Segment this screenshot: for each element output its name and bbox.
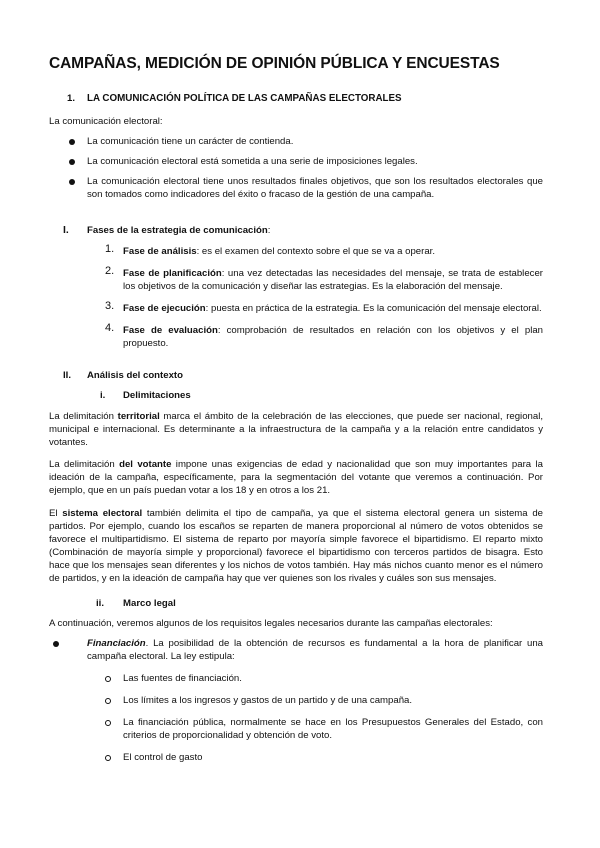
list-item: La comunicación electoral está sometida a una serie de imposiciones legales. [87,156,418,167]
list-item: Fase de ejecución: puesta en práctica de la estrategia. Es la comunicación del mensaje electoral. [123,303,542,314]
circle-bullet-icon [105,698,111,704]
list-item: Financiación. La posibilidad de la obtención de recursos es fundamental a la hora de planificar una campaña electoral. La ley estipula: [87,638,543,662]
list-item: La comunicación electoral tiene unos resultados finales objetivos, que son los resultados electorales que son tomados como indicadores del éxito o fracaso de la gestión de una campaña. [87,176,543,200]
bullet-icon [69,139,75,145]
circle-bullet-icon [105,755,111,761]
section-heading: LA COMUNICACIÓN POLÍTICA DE LAS CAMPAÑAS ELECTORALES [87,93,402,104]
phases-numeral: I. [63,224,69,236]
subsection-numeral: i. [100,390,106,401]
subsection-heading: Marco legal [123,598,176,609]
phases-heading: Fases de la estrategia de comunicación: [87,225,271,236]
context-heading: Análisis del contexto [87,370,183,381]
circle-bullet-icon [105,720,111,726]
paragraph: La delimitación territorial marca el ámbito de la celebración de las elecciones, que puede ser nacional, regional, municipal e internacional. Es determinante a la infraestructura de la campaña y a la relación entre candidatos y votantes. [49,411,543,448]
intro-text: La comunicación electoral: [49,116,163,127]
sub-list-item: La financiación pública, normalmente se hace en los Presupuestos Generales del Estado, con criterios de proporcionalidad y obtención de voto. [123,717,543,741]
subsection-numeral: ii. [96,598,104,609]
bullet-icon [53,641,59,647]
circle-bullet-icon [105,676,111,682]
list-item: Fase de análisis: es el examen del contexto sobre el que se va a operar. [123,246,435,257]
paragraph: El sistema electoral también delimita el tipo de campaña, ya que el sistema electoral genera un sistema de partidos. Por ejemplo, cuando los escaños se reparten de manera proporcional al número de votos obtenidos se favorece el multipartidismo. El sistema de reparto por mayoría simple favorece el bipartidismo. El reparto mixto (Combinación de mayoría simple y proporcional) favorece el bipartidismo con terceros partidos de bisagra. Esto hace que los mensajes sean diferentes y los nichos de votos también. Hay más nichos cuanto menor es el número de partidos, y en la ideación de campaña hay que ver quienes son los rivales y cuáles son sus mensajes. [49,508,543,584]
sub-list-item: El control de gasto [123,752,203,763]
bullet-icon [69,159,75,165]
list-number: 1. [105,243,115,255]
paragraph: La delimitación del votante impone unas exigencias de edad y nacionalidad que son muy importantes para la ideación de la campaña, específicamente, para la segmentación del votante que veremos a continuación. Por ejemplo, que en un país puedan votar a los 18 y en otros a los 21. [49,459,543,496]
sub-list-item: Las fuentes de financiación. [123,673,242,684]
subsection-heading: Delimitaciones [123,390,191,401]
list-number: 2. [105,265,115,277]
context-numeral: II. [63,370,71,381]
list-number: 4. [105,322,115,334]
sub-list-item: Los límites a los ingresos y gastos de un partido y de una campaña. [123,695,413,706]
list-item: Fase de evaluación: comprobación de resultados en relación con los objetivos y el plan propuesto. [123,325,543,349]
list-item: Fase de planificación: una vez detectadas las necesidades del mensaje, se trata de establecer los objetivos de la comunicación y diseñar las estrategias. Es la elaboración del mensaje. [123,268,543,292]
paragraph: A continuación, veremos algunos de los requisitos legales necesarios durante las campañas electorales: [49,618,493,629]
list-item: La comunicación tiene un carácter de contienda. [87,136,294,147]
page-title: CAMPAÑAS, MEDICIÓN DE OPINIÓN PÚBLICA Y ENCUESTAS [49,55,500,72]
bullet-icon [69,179,75,185]
list-number: 3. [105,300,115,312]
section-number: 1. [67,93,76,104]
